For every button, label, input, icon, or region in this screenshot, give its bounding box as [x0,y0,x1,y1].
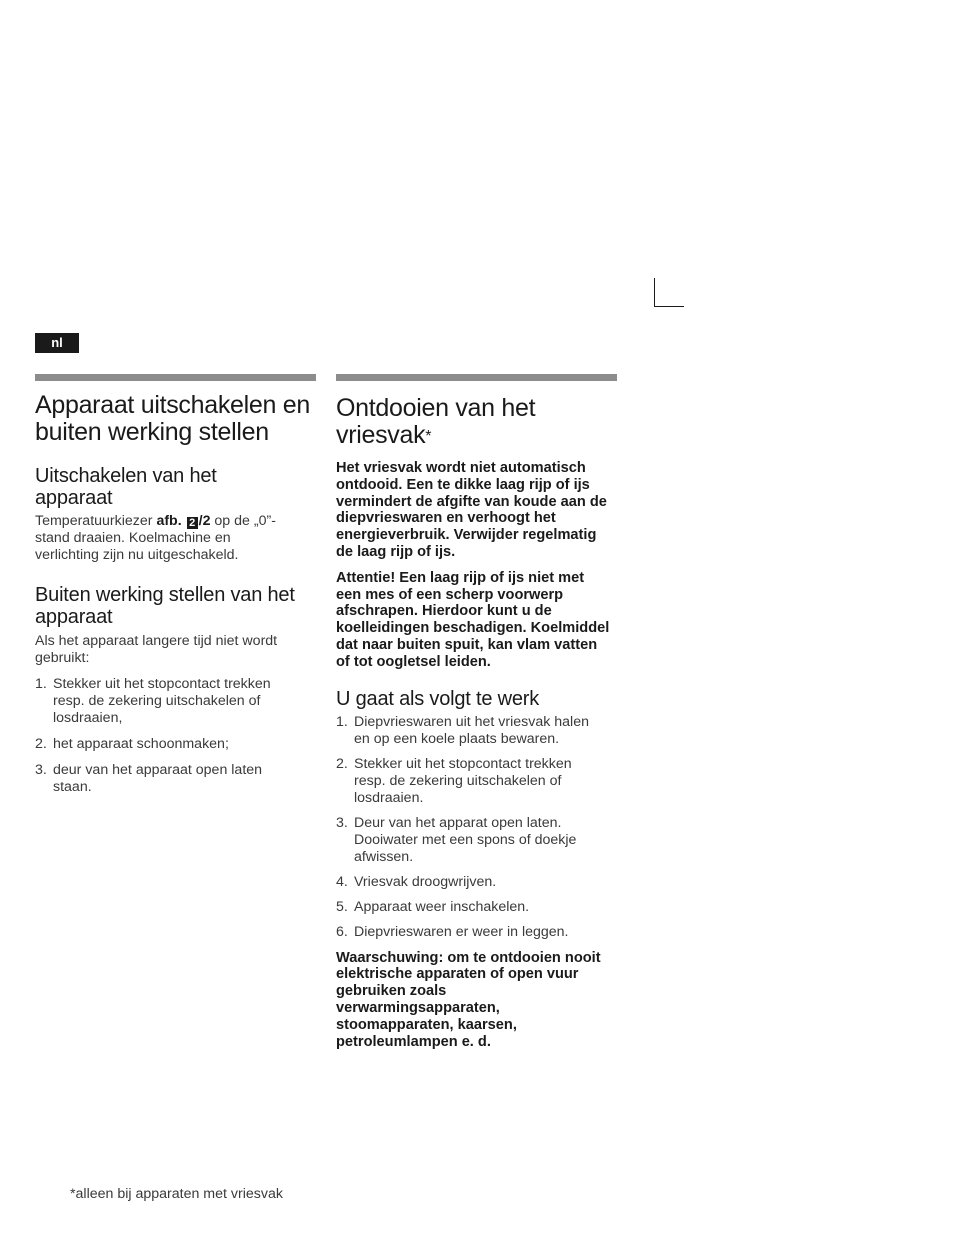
list-item: 4. Vriesvak droogwrijven. [336,873,497,890]
heading-switch-off: Uitschakelen van het apparaat [35,465,217,509]
page-title-defrost: Ontdooien van het vriesvak* [336,394,536,449]
list-item: 2. Stekker uit het stopcontact trekken resp. de zekering uitschakelen of losdraaien. [336,755,572,806]
procedure-steps [336,714,604,941]
left-column [35,374,316,796]
section-rule [35,374,316,381]
heading-decommission: Buiten werking stellen van het apparaat [35,584,295,628]
crop-mark [654,278,684,307]
list-item: 6. Diepvrieswaren er weer in leggen. [336,923,569,940]
list-item: 3. Deur van het apparat open laten. Dooiwater met een spons of doekje afwissen. [336,814,577,865]
list-item: 1. Stekker uit het stopcontact trekken resp. de zekering uitschakelen of losdraaien, [35,676,271,726]
list-item: 1. Diepvrieswaren uit het vriesvak halen en op een koele plaats bewaren. [336,713,589,747]
decommission-steps [35,676,297,796]
defrost-caution: Attentie! Een laag rijp of ijs niet met een mes of een scherp voorwerp afschrapen. Hierdoor kunt u de koelleidingen beschadigen. Koelmiddel dat naar buiten spuit, kan vlam vatten of tot oogletsel leiden. [336,569,610,670]
section-rule [336,374,617,381]
switch-off-instruction: Temperatuurkiezer afb. 2 /2 op de „0”-stand draaien. Koelmachine en verlichting zijn nu uitgeschakeld. [35,513,276,563]
list-item: 5. Apparaat weer inschakelen. [336,898,530,915]
footnote: *alleen bij apparaten met vriesvak [70,1186,283,1202]
figure-number-badge: 2 [187,517,198,529]
decommission-intro: Als het apparaat langere tijd niet wordt gebruikt: [35,633,278,666]
footnote-marker: * [425,427,432,445]
list-item: 3. deur van het apparaat open laten staan. [35,762,263,795]
language-tag: nl [35,333,79,353]
right-column [336,374,617,1050]
figure-ref-label: afb. [156,513,182,529]
defrost-intro: Het vriesvak wordt niet automatisch ontdooid. Een te dikke laag rijp of ijs vermindert de afgifte van koude aan de diepvrieswaren en verhoogt het energieverbruik. Verwijder regelmatig de laag rijp of ijs. [336,460,607,560]
heading-procedure: U gaat als volgt te werk [336,687,540,710]
figure-ref-item: /2 [198,513,211,529]
page-title-switch-off: Apparaat uitschakelen en buiten werking stellen [35,391,310,446]
list-item: 2. het apparaat schoonmaken; [35,736,229,752]
defrost-warning: Waarschuwing: om te ontdooien nooit elektrische apparaten of open vuur gebruiken zoals verwarmingsapparaten, stoomapparaten, kaarsen, petroleumlampen e. d. [336,949,601,1050]
